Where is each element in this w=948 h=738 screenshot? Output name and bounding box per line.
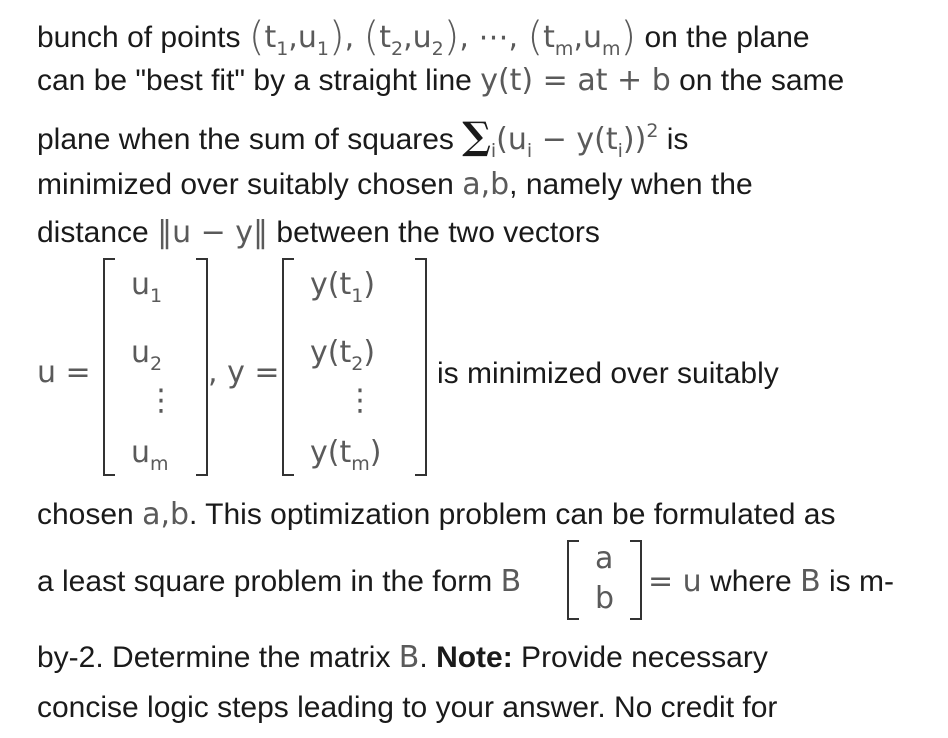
u-entry-m: $u_m$ (131, 435, 169, 475)
text-line-4: minimized over suitably chosen a,b, namely when the (37, 167, 753, 202)
y-entry-m: $y(t_m)$ (310, 435, 382, 475)
text-line-9: concise logic steps leading to your answer. No credit for (37, 691, 778, 724)
text-line-5: distance ‖u − y‖ between the two vectors (37, 215, 600, 250)
y-entry-2: $y(t_2)$ (310, 335, 376, 375)
text-line-3: plane when the sum of squares $\sum_i(u_i - y(t_i))^2$ is (37, 113, 689, 162)
u-entry-2: $u_2$ (131, 335, 163, 375)
y-entry-1: $y(t_1)$ (310, 267, 376, 307)
text-line-6: chosen a,b. This optimization problem can be formulated as (37, 497, 836, 532)
y-entry-dots: ⋮ (345, 383, 375, 418)
norm-expression: ‖u − y‖ (157, 215, 269, 250)
text-line-7-tail: = u where B is m- (648, 564, 894, 599)
ab-vector: a b (567, 540, 642, 620)
sum-symbol: ∑ (462, 113, 491, 158)
u-entry-dots: ⋮ (146, 383, 176, 418)
note-label: Note: (436, 641, 513, 674)
u-label: u = (37, 355, 91, 390)
text-line-7: a least square problem in the form B (37, 564, 522, 599)
y-vector (282, 258, 427, 476)
u-vector (103, 258, 208, 476)
text-line-8: by-2. Determine the matrix B. Note: Provide necessary (37, 640, 768, 675)
line-equation: y(t) = at + b (480, 63, 671, 98)
text-line-1: bunch of points $(t_1,u_1)$, $(t_2,u_2)$, ⋯, $(t_m,u_m)$ on the plane (37, 14, 810, 60)
u-entry-1: $u_1$ (131, 267, 163, 307)
y-label: , y = (208, 355, 280, 390)
vectors-trailing-text: is minimized over suitably (437, 357, 779, 390)
text-line-2: can be "best fit" by a straight line y(t) = at + b on the same (37, 63, 845, 98)
